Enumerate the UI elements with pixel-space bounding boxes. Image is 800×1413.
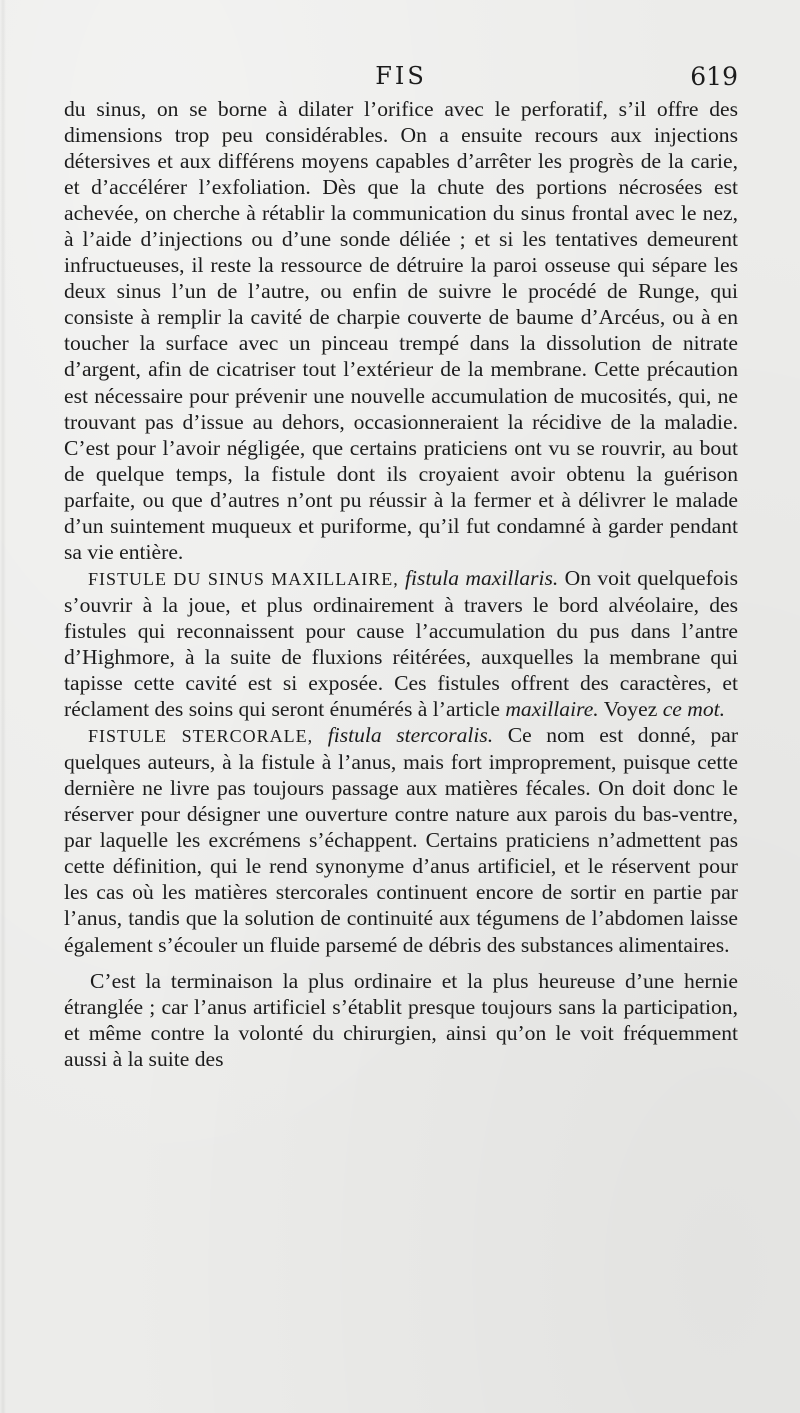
- entry-fistule-stercorale: [64, 722, 738, 957]
- entry-text-see: Voyez: [603, 697, 658, 722]
- entry-text: Ce nom est donné, par quelques auteurs, à la fistule à l’anus, mais fort improprement, puisque cette dernière ne livre pas toujours passage aux matières fécales. On doit donc le réserver pour désigner une ouverture contre nature aux parois du bas-ventre, par laquelle les excrémens s’échappent. Certains praticiens n’admettent pas cette définition, qui le rend synonyme d’anus artificiel, et le réservent pour les cas où les matières stercorales continuent encore de sortir en partie par l’anus, tandis que la solution de continuité aux tégumens de l’abdomen laisse également s’écouler un fluide parsemé de débris des substances alimentaires.: [64, 723, 739, 957]
- paragraph-sinus-frontal-continued: du sinus, on se borne à dilater l’orifice avec le perforatif, s’il offre des dimensions trop peu considérables. On a ensuite recours aux injections détersives et aux différens moyens capables d’arrêter les progrès de la carie, et d’accélérer l’exfoliation. Dès que la chute des portions nécrosées est achevée, on cherche à rétablir la communication du sinus frontal avec le nez, à l’aide d’injections ou d’une sonde déliée ; et si les tentatives demeurent infructueuses, il reste la ressource de détruire la paroi osseuse qui sépare les deux sinus l’un de l’autre, ou enfin de suivre le procédé de Runge, qui consiste à remplir la cavité de charpie couverte de baume d’Arcéus, ou à en toucher la surface avec un pinceau trempé dans la dissolution de nitrate d’argent, afin de cicatriser tout l’extérieur de la membrane. Cette précaution est nécessaire pour prévenir une nouvelle accumulation de mucosités, qui, ne trouvant pas d’issue au dehors, occasionneraient la récidive de la maladie. C’est pour l’avoir négligée, que certains praticiens ont vu se rouvrir, au bout de quelque temps, la fistule dont ils croyaient avoir obtenu la guérison parfaite, ou que d’autres n’ont pu réussir à la fermer et à délivrer le malade d’un suintement muqueux et puriforme, qu’il fut condamné à garder pendant sa vie entière.: [64, 97, 738, 564]
- body-text: [64, 96, 738, 1072]
- page-number: 619: [690, 62, 738, 91]
- running-head: [64, 60, 738, 96]
- entry-fistule-sinus-maxillaire: [64, 565, 738, 722]
- paragraph-hernie: C’est la terminaison la plus ordinaire et la plus heureuse d’une hernie étranglée ; car l’anus artificiel s’établit presque toujours sans la participation, et même contre la volonté du chirurgien, ainsi qu’on le voit fréquemment aussi à la suite des: [64, 968, 738, 1071]
- page-edge-shadow: [0, 0, 6, 1413]
- entry-latin-name: fistula maxillaris.: [405, 565, 559, 590]
- entry-latin-name: fistula stercoralis.: [327, 723, 494, 748]
- entry-heading: FISTULE DU SINUS MAXILLAIRE,: [88, 568, 399, 589]
- entry-heading: FISTULE STERCORALE,: [88, 726, 314, 747]
- entry-text: On voit quelquefois s’ouvrir à la joue, et plus ordinairement à travers le bord alvéolaire, des fistules qui reconnaissent pour cause l’accumulation du pus dans l’antre d’Highmore, à la suite de fluxions réitérées, auxquelles la membrane qui tapisse cette cavité est si exposée. Ces fistules offrent des caractères, et réclament des soins qui seront énumérés à l’article: [64, 565, 738, 722]
- cross-reference: maxillaire.: [505, 697, 599, 722]
- cross-reference-see: ce mot.: [662, 697, 726, 722]
- running-title: FIS: [375, 62, 427, 90]
